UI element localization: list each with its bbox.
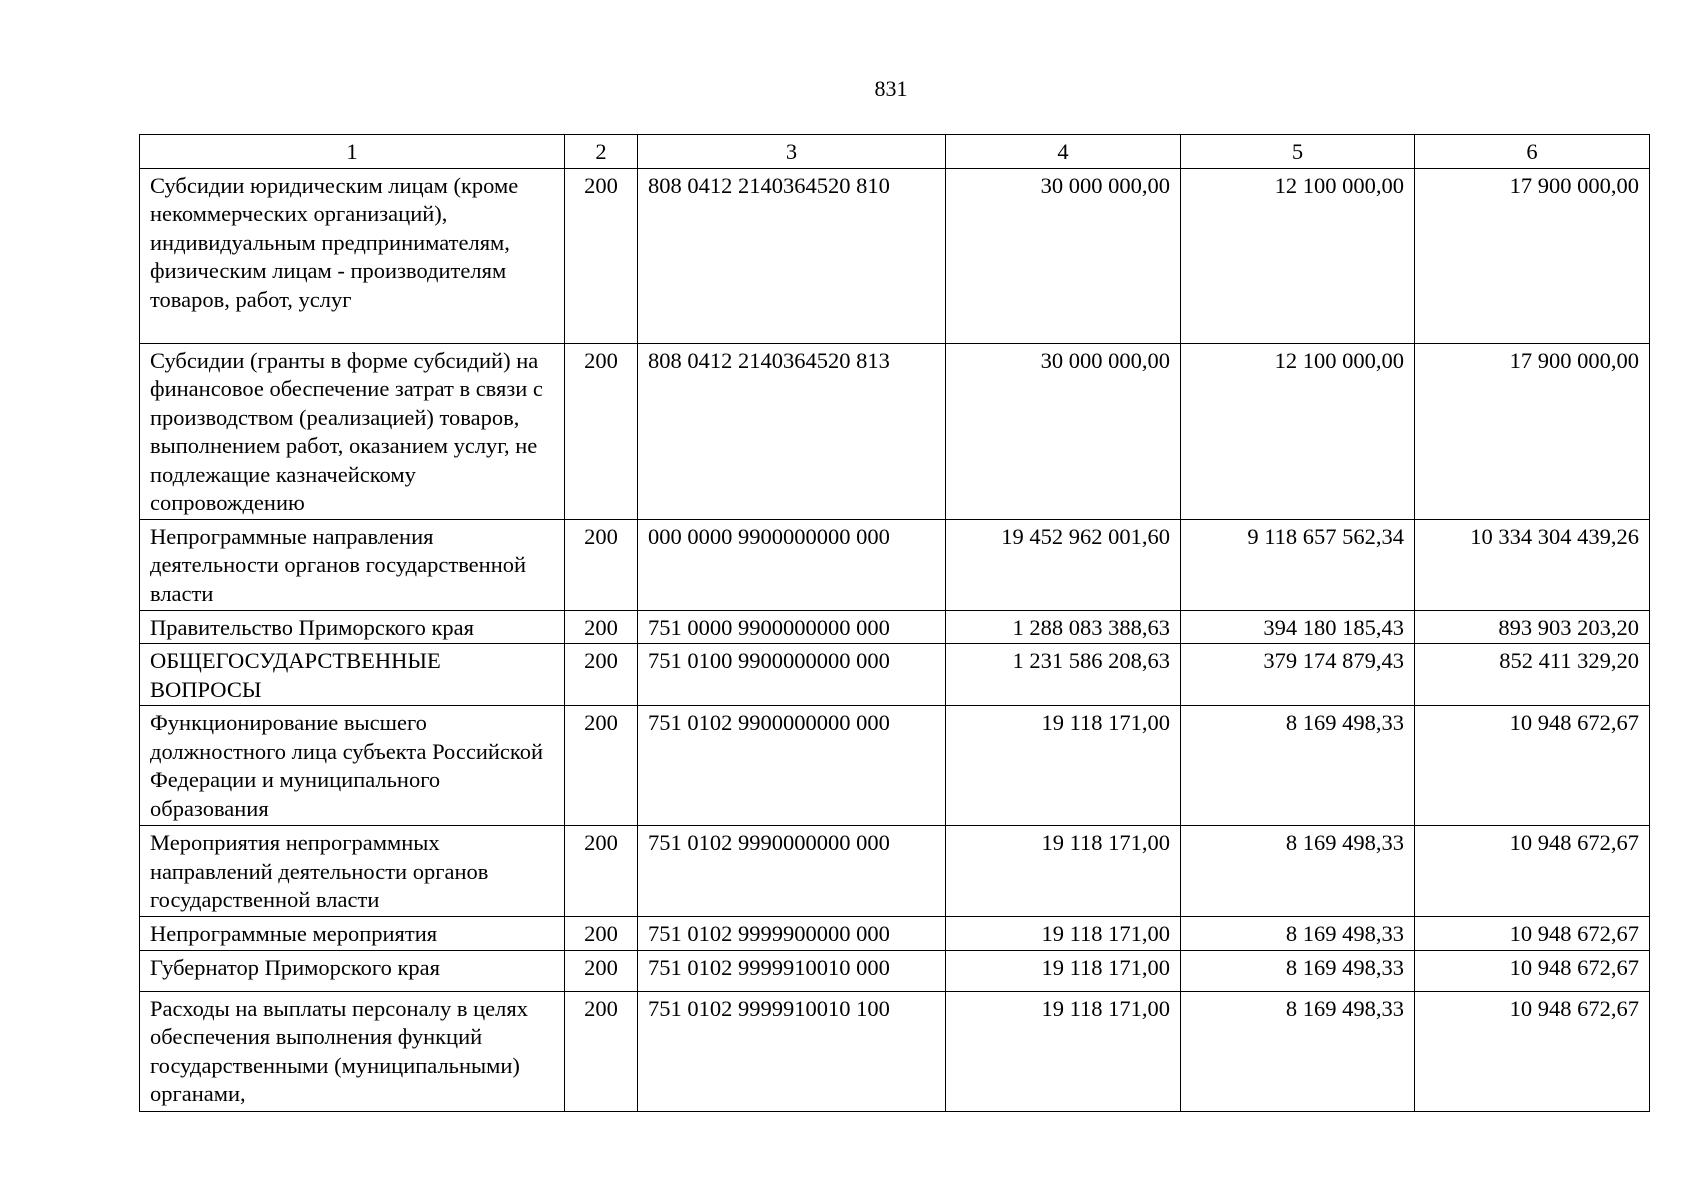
row-remaining-amount: 17 900 000,00 (1415, 344, 1650, 520)
table-row (140, 344, 1650, 520)
row-name: ОБЩЕГОСУДАРСТВЕННЫЕ ВОПРОСЫ (140, 644, 565, 706)
row-executed-amount: 8 169 498,33 (1181, 706, 1415, 826)
col-header-1: 1 (140, 135, 565, 169)
row-executed-amount: 394 180 185,43 (1181, 611, 1415, 644)
col-header-5: 5 (1181, 135, 1415, 169)
row-code: 200 (565, 611, 638, 644)
budget-table-container (139, 134, 1649, 1112)
row-executed-amount: 8 169 498,33 (1181, 950, 1415, 991)
row-code: 200 (565, 644, 638, 706)
row-budget-code: 751 0102 9999910010 000 (638, 950, 946, 991)
table-row (140, 826, 1650, 917)
col-header-4: 4 (946, 135, 1181, 169)
row-budget-code: 751 0102 9999910010 100 (638, 991, 946, 1111)
row-code: 200 (565, 520, 638, 611)
row-remaining-amount: 10 948 672,67 (1415, 826, 1650, 917)
table-row (140, 950, 1650, 991)
row-plan-amount: 1 231 586 208,63 (946, 644, 1181, 706)
col-header-6: 6 (1415, 135, 1650, 169)
table-row (140, 520, 1650, 611)
row-plan-amount: 30 000 000,00 (946, 169, 1181, 344)
row-code: 200 (565, 344, 638, 520)
table-row (140, 706, 1650, 826)
row-executed-amount: 8 169 498,33 (1181, 826, 1415, 917)
table-row (140, 917, 1650, 950)
row-name: Функционирование высшего должностного лица субъекта Российской Федерации и муниципального образования (140, 706, 565, 826)
row-executed-amount: 8 169 498,33 (1181, 917, 1415, 950)
row-code: 200 (565, 917, 638, 950)
row-remaining-amount: 852 411 329,20 (1415, 644, 1650, 706)
row-plan-amount: 30 000 000,00 (946, 344, 1181, 520)
table-row (140, 644, 1650, 706)
row-budget-code: 751 0000 9900000000 000 (638, 611, 946, 644)
table-row (140, 991, 1650, 1111)
row-plan-amount: 19 118 171,00 (946, 826, 1181, 917)
row-code: 200 (565, 706, 638, 826)
row-remaining-amount: 10 948 672,67 (1415, 917, 1650, 950)
row-budget-code: 808 0412 2140364520 810 (638, 169, 946, 344)
table-row (140, 169, 1650, 344)
row-executed-amount: 9 118 657 562,34 (1181, 520, 1415, 611)
row-code: 200 (565, 950, 638, 991)
row-remaining-amount: 17 900 000,00 (1415, 169, 1650, 344)
page-number: 831 (874, 76, 908, 101)
row-executed-amount: 8 169 498,33 (1181, 991, 1415, 1111)
col-header-3: 3 (638, 135, 946, 169)
row-budget-code: 751 0102 9999900000 000 (638, 917, 946, 950)
row-budget-code: 751 0100 9900000000 000 (638, 644, 946, 706)
row-budget-code: 751 0102 9900000000 000 (638, 706, 946, 826)
row-budget-code: 808 0412 2140364520 813 (638, 344, 946, 520)
row-name: Правительство Приморского края (140, 611, 565, 644)
row-plan-amount: 19 118 171,00 (946, 917, 1181, 950)
row-remaining-amount: 10 948 672,67 (1415, 706, 1650, 826)
row-name: Губернатор Приморского края (140, 950, 565, 991)
row-name: Мероприятия непрограммных направлений деятельности органов государственной власти (140, 826, 565, 917)
row-remaining-amount: 10 334 304 439,26 (1415, 520, 1650, 611)
budget-table (139, 134, 1650, 1112)
row-name: Расходы на выплаты персоналу в целях обеспечения выполнения функций государственными (муниципальными) органами, (140, 991, 565, 1111)
row-code: 200 (565, 826, 638, 917)
row-plan-amount: 1 288 083 388,63 (946, 611, 1181, 644)
row-name: Непрограммные направления деятельности органов государственной власти (140, 520, 565, 611)
table-row (140, 611, 1650, 644)
row-executed-amount: 379 174 879,43 (1181, 644, 1415, 706)
row-executed-amount: 12 100 000,00 (1181, 344, 1415, 520)
row-remaining-amount: 10 948 672,67 (1415, 950, 1650, 991)
row-remaining-amount: 10 948 672,67 (1415, 991, 1650, 1111)
col-header-2: 2 (565, 135, 638, 169)
row-budget-code: 751 0102 9990000000 000 (638, 826, 946, 917)
row-remaining-amount: 893 903 203,20 (1415, 611, 1650, 644)
row-code: 200 (565, 169, 638, 344)
row-name: Субсидии (гранты в форме субсидий) на финансовое обеспечение затрат в связи с производством (реализацией) товаров, выполнением работ, оказанием услуг, не подлежащие казначейскому сопровождению (140, 344, 565, 520)
row-plan-amount: 19 118 171,00 (946, 991, 1181, 1111)
header-row (140, 135, 1650, 169)
row-executed-amount: 12 100 000,00 (1181, 169, 1415, 344)
row-plan-amount: 19 452 962 001,60 (946, 520, 1181, 611)
row-name: Непрограммные мероприятия (140, 917, 565, 950)
row-budget-code: 000 0000 9900000000 000 (638, 520, 946, 611)
row-name: Субсидии юридическим лицам (кроме некоммерческих организаций), индивидуальным предпринимателям, физическим лицам - производителям товаров, работ, услуг (140, 169, 565, 344)
row-code: 200 (565, 991, 638, 1111)
row-plan-amount: 19 118 171,00 (946, 706, 1181, 826)
row-plan-amount: 19 118 171,00 (946, 950, 1181, 991)
